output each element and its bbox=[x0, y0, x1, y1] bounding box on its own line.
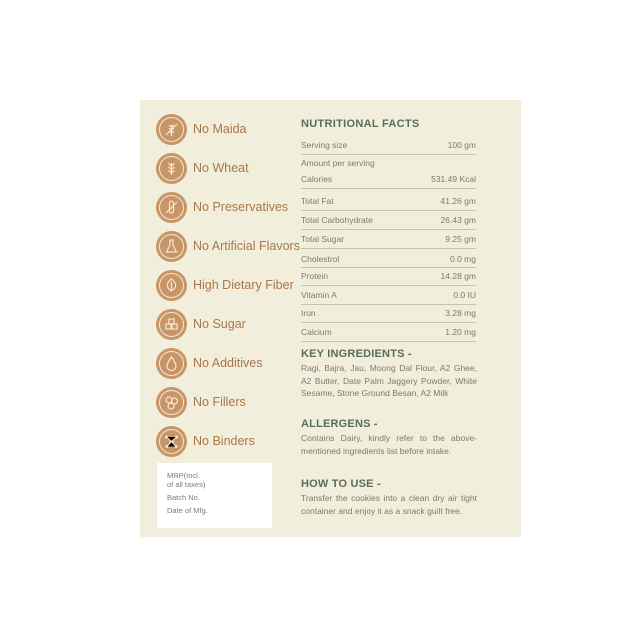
allergens-title: ALLERGENS - bbox=[301, 418, 378, 430]
nutrient-row: Calcium 1.20 mg bbox=[301, 327, 476, 337]
divider bbox=[301, 210, 476, 211]
claim-item bbox=[156, 149, 306, 187]
divider bbox=[301, 322, 476, 323]
divider bbox=[301, 304, 476, 305]
sugar-cubes-icon bbox=[156, 309, 187, 340]
divider bbox=[301, 248, 476, 249]
nutrient-row: Total Carbohydrate 26.43 gm bbox=[301, 215, 476, 225]
claim-label: No Wheat bbox=[193, 161, 249, 175]
nutrient-row: Cholestrol 0.0 mg bbox=[301, 254, 476, 264]
ingredients-title: KEY INGREDIENTS - bbox=[301, 348, 412, 360]
serving-row bbox=[301, 140, 476, 150]
claim-item bbox=[156, 266, 306, 304]
nutrient-row: Total Sugar 9.25 gm bbox=[301, 234, 476, 244]
divider bbox=[301, 188, 476, 189]
claim-item bbox=[156, 110, 306, 148]
mfg-date-label: Date of Mfg. bbox=[167, 506, 208, 515]
divider bbox=[301, 229, 476, 230]
nutrient-row: Calories 531.49 Kcal bbox=[301, 174, 476, 184]
pricing-box bbox=[157, 463, 286, 528]
serving-label: Serving size bbox=[301, 140, 348, 150]
claim-item bbox=[156, 188, 306, 226]
flask-icon bbox=[156, 231, 187, 262]
mrp-label-line2: of all taxes) bbox=[167, 480, 206, 489]
nutrient-row: Vitamin A 0.0 IU bbox=[301, 290, 476, 300]
how-to-use-text: Transfer the cookies into a clean dry air tight container and enjoy it as a snack guilt free. bbox=[301, 493, 477, 516]
amount-row bbox=[301, 158, 476, 168]
molecule-icon bbox=[156, 426, 187, 457]
claim-label: High Dietary Fiber bbox=[193, 278, 294, 292]
wheat-icon bbox=[156, 153, 187, 184]
amount-label: Amount per serving bbox=[301, 158, 375, 168]
drop-icon bbox=[156, 348, 187, 379]
divider bbox=[301, 267, 476, 268]
claim-label: No Maida bbox=[193, 122, 247, 136]
nutrient-row: Total Fat 41.26 gm bbox=[301, 196, 476, 206]
nutrient-row: Protein 14.28 gm bbox=[301, 271, 476, 281]
serving-value: 100 gm bbox=[447, 140, 476, 150]
divider bbox=[301, 285, 476, 286]
box-divider bbox=[272, 463, 286, 528]
nutrient-row: Iron 3.28 mg bbox=[301, 308, 476, 318]
leaf-icon bbox=[156, 270, 187, 301]
claim-item bbox=[156, 344, 306, 382]
allergens-text: Contains Dairy, kindly refer to the above-mentioned ingredients list before intake. bbox=[301, 433, 477, 456]
claim-label: No Sugar bbox=[193, 317, 246, 331]
nutrition-title: NUTRITIONAL FACTS bbox=[301, 118, 420, 130]
test-tube-icon bbox=[156, 192, 187, 223]
divider bbox=[301, 154, 476, 155]
claim-label: No Preservatives bbox=[193, 200, 289, 214]
claim-item bbox=[156, 227, 306, 265]
claim-label: No Binders bbox=[193, 434, 255, 448]
claim-item bbox=[156, 305, 306, 343]
wheat-crossed-icon bbox=[156, 114, 187, 145]
how-to-use-title: HOW TO USE - bbox=[301, 478, 381, 490]
ingredients-text: Ragi, Bajra, Jau, Moong Dal Flour, A2 Ghee, A2 Butter, Date Palm Jaggery Powder, White Sesame, Stone Ground Besan, A2 Milk bbox=[301, 363, 477, 398]
balls-icon bbox=[156, 387, 187, 418]
claim-item bbox=[156, 383, 306, 421]
claim-label: No Artificial Flavors bbox=[193, 239, 300, 253]
divider bbox=[301, 341, 476, 342]
claim-item bbox=[156, 422, 306, 460]
claim-label: No Additives bbox=[193, 356, 263, 370]
mrp-label-line1: MRP(Incl. bbox=[167, 471, 200, 480]
claim-label: No Fillers bbox=[193, 395, 246, 409]
batch-label: Batch No. bbox=[167, 493, 200, 502]
